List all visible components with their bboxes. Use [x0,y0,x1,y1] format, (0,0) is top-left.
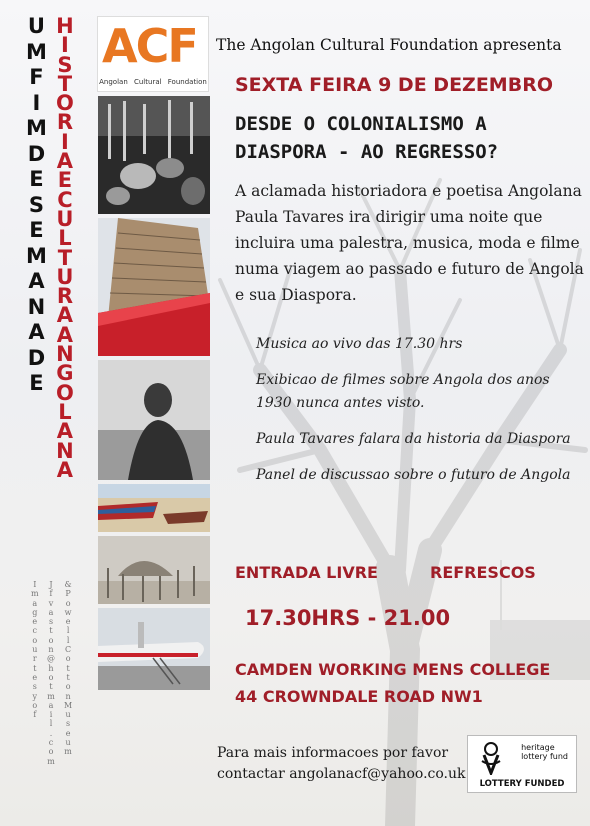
credit-letter: a [48,607,54,617]
credit-letter: m [47,756,55,766]
credit-letter: a [48,700,54,710]
credit-letter: a [32,598,38,608]
credit-letter: u [65,710,71,720]
refreshments-label: REFRESCOS [430,563,536,582]
vertical-letter: E [29,167,44,191]
vertical-letter: N [27,294,46,319]
vertical-letter: D [27,345,46,370]
credit-letter: w [64,607,72,617]
vertical-letter: A [56,457,74,482]
logo-letters: ACF [102,19,197,73]
vertical-letter: M [26,39,47,64]
program-item: Panel de discussao sobre o futuro de Angola [256,467,571,483]
credit-letter: s [66,719,71,729]
credit-letter: n [65,691,71,701]
program-item: Exibicao de filmes sobre Angola dos anos 1930 nunca antes visto. [256,372,550,411]
credit-letter: o [65,598,71,608]
heritage-lottery-text [521,744,568,761]
vertical-letter: A [56,419,74,444]
credit-letter: e [32,672,38,682]
credit-letter: u [65,738,71,748]
vertical-letter: T [57,71,73,96]
credit-letter: o [32,700,38,710]
event-date: SEXTA FEIRA 9 DE DEZEMBRO [235,74,553,96]
lottery-funded-text: LOTTERY FUNDED [479,779,565,789]
event-description: A aclamada historiadora e poetisa Angolana Paula Tavares ira dirigir uma noite que incluira uma palestra, musica, moda e filme numa viagem ao passado e futuro de Angola e sua Diaspora. [235,182,584,304]
credit-letter: e [32,617,38,627]
credit-letter: n [48,645,54,655]
vertical-letter: A [28,320,45,344]
credit-letter: P [65,589,71,599]
vertical-letter: I [61,129,69,154]
credit-letter: . [49,728,53,738]
credit-letter: o [65,682,71,692]
vertical-letter: S [57,52,73,77]
photo-airplane [98,608,210,690]
program-item: Musica ao vivo das 17.30 hrs [256,336,463,352]
vertical-letter: L [58,399,72,424]
credit-letter: o [32,635,38,645]
image-credit-line-3 [64,580,72,757]
credit-letter: s [32,682,37,692]
credit-letter: o [65,654,71,664]
event-title [235,110,575,166]
contact-line-1: Para mais informacoes por favor [217,745,449,761]
heritage-line-2: lottery fund [521,751,568,761]
photo-pottery [98,96,210,214]
credit-letter: e [65,617,71,627]
credit-letter: & [64,580,72,589]
vertical-letter: M [26,116,47,140]
vertical-letter: F [29,65,44,89]
credit-letter: I [33,580,37,589]
credit-letter: t [49,682,53,692]
credit-letter: J [49,580,53,589]
vertical-letter: U [56,264,74,289]
venue-line-2: 44 CROWNDALE ROAD NW1 [235,687,483,706]
credit-letter: c [48,738,54,748]
credit-letter: o [48,747,54,757]
crossed-fingers-icon [476,741,506,775]
credit-letter: l [49,719,53,729]
vertical-letter: G [56,361,74,386]
vertical-letter: A [56,149,74,174]
vertical-letter: M [26,243,47,268]
vertical-letter: E [57,168,73,193]
credit-letter: @ [47,654,55,664]
venue-address [235,656,550,710]
vertical-letter: S [28,192,45,217]
organizer-header: The Angolan Cultural Foundation apresenta [216,36,562,54]
heritage-line-1: heritage [521,743,555,752]
credit-letter: l [66,635,70,645]
vertical-letter: U [27,14,45,38]
vertical-letter: A [28,269,45,293]
contact-info [217,743,466,785]
credit-letter: t [66,663,70,673]
credit-letter: s [48,617,54,627]
free-entry-label: ENTRADA LIVRE [235,563,378,582]
vertical-letter: R [56,110,74,135]
contact-email[interactable]: contactar angolanacf@yahoo.co.uk [217,766,466,782]
credit-letter: m [47,691,55,701]
credit-letter: o [48,635,54,645]
vertical-letter: O [56,380,74,405]
credit-letter: t [49,626,53,636]
vertical-letter: I [61,33,69,58]
credit-letter: g [32,607,38,617]
vertical-letter: R [56,284,74,309]
photo-strip [98,96,210,694]
credit-letter: m [64,747,72,757]
image-credit-line-1 [31,580,39,719]
vertical-letter: A [56,322,74,347]
vertical-letter: N [56,342,74,367]
photo-boats [98,484,210,532]
credit-letter: u [32,645,38,655]
vertical-title-black [26,16,47,399]
vertical-title-red [56,14,74,482]
credit-letter: t [66,672,70,682]
venue-line-1: CAMDEN WORKING MENS COLLEGE [235,660,551,679]
vertical-letter: D [27,141,46,166]
photo-portrait [98,360,210,480]
vertical-letter: T [57,245,73,270]
credit-letter: m [31,589,39,599]
lottery-fund-logo [467,735,577,793]
vertical-letter: H [56,14,74,38]
vertical-letter: C [57,187,73,212]
credit-letter: l [66,626,70,636]
vertical-letter: U [56,206,74,231]
credit-letter: t [33,663,37,673]
credit-letter: r [32,654,37,664]
title-line-2: DIASPORA - AO REGRESSO? [235,141,499,163]
logo-subtitle: Angolan Cultural Foundation [99,78,207,86]
credit-letter: v [48,598,54,608]
credit-letter: o [48,672,54,682]
credit-letter: f [33,710,37,720]
vertical-letter: N [56,438,74,463]
program-item: Paula Tavares falara da historia da Diaspora [256,431,571,447]
program-list [256,333,576,500]
title-line-1: DESDE O COLONIALISMO A [235,113,487,135]
vertical-letter: A [56,303,74,328]
acf-logo [97,16,209,92]
vertical-letter: I [32,90,41,115]
credit-letter: y [32,691,38,701]
vertical-letter: E [29,371,44,395]
image-credit-line-2 [47,580,55,766]
credit-letter: M [64,700,73,710]
vertical-letter: E [29,218,44,242]
credit-letter: f [49,589,53,599]
credit-letter: i [49,710,53,720]
credit-letter: h [48,663,54,673]
event-time: 17.30HRS - 21.00 [245,606,451,630]
photo-huts [98,536,210,604]
credit-letter: e [65,728,71,738]
photo-building [98,218,210,356]
credit-letter: C [65,645,72,655]
credit-letter: c [32,626,38,636]
vertical-letter: L [58,226,72,251]
vertical-letter: O [56,91,74,116]
